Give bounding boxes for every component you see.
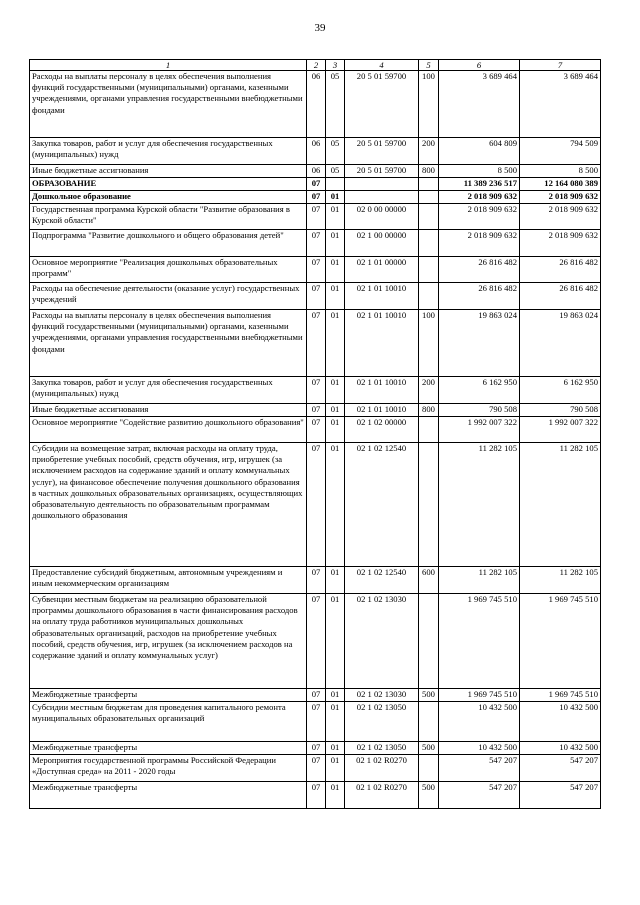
amount-year1-cell: 2 018 909 632 [439,230,520,257]
amount-year2-cell: 547 207 [520,782,601,809]
expense-type-cell [419,417,439,443]
subsection-code-cell: 01 [326,230,345,257]
section-code-cell: 07 [307,742,326,755]
table-row [30,404,601,417]
amount-year2-cell: 6 162 950 [520,377,601,404]
amount-year1-cell: 11 282 105 [439,443,520,567]
row-name-cell: Межбюджетные трансферты [30,742,307,755]
target-article-cell [345,178,419,191]
row-name-cell: Предоставление субсидий бюджетным, автономным учреждениям и иным некоммерческим организациям [30,567,307,594]
section-code-cell: 06 [307,138,326,165]
target-article-cell: 02 1 02 12540 [345,443,419,567]
subsection-code-cell: 01 [326,443,345,567]
expense-type-cell [419,257,439,283]
column-header: 5 [419,60,439,71]
row-name-cell: Закупка товаров, работ и услуг для обеспечения государственных (муниципальных) нужд [30,138,307,165]
section-code-cell: 07 [307,191,326,204]
page-number: 39 [314,22,326,34]
amount-year1-cell: 26 816 482 [439,283,520,310]
expense-type-cell [419,755,439,782]
row-name-cell: Основное мероприятие "Реализация дошкольных образовательных программ" [30,257,307,283]
subsection-code-cell [326,178,345,191]
section-code-cell: 07 [307,178,326,191]
amount-year2-cell: 10 432 500 [520,702,601,742]
target-article-cell [345,191,419,204]
column-header-row [30,60,601,71]
amount-year1-cell: 11 389 236 517 [439,178,520,191]
expense-type-cell [419,443,439,567]
column-header: 2 [307,60,326,71]
row-name-cell: Иные бюджетные ассигнования [30,404,307,417]
section-code-cell: 07 [307,377,326,404]
amount-year2-cell: 2 018 909 632 [520,204,601,230]
subsection-code-cell: 01 [326,257,345,283]
expense-type-cell [419,702,439,742]
section-code-cell: 07 [307,689,326,702]
amount-year2-cell: 12 164 080 389 [520,178,601,191]
target-article-cell: 02 1 01 10010 [345,404,419,417]
subsection-code-cell: 01 [326,567,345,594]
table-row [30,191,601,204]
table-row [30,310,601,377]
amount-year1-cell: 2 018 909 632 [439,204,520,230]
table-row [30,71,601,138]
target-article-cell: 20 5 01 59700 [345,165,419,178]
expense-type-cell: 200 [419,138,439,165]
table-row [30,165,601,178]
row-name-cell: Расходы на выплаты персоналу в целях обеспечения выполнения функций государственными (муниципальными) органами, казенными учреждениями, органами управления государственными внебюджетными фондами [30,310,307,377]
expense-type-cell: 800 [419,404,439,417]
target-article-cell: 02 1 01 10010 [345,377,419,404]
subsection-code-cell: 01 [326,594,345,689]
subsection-code-cell: 01 [326,702,345,742]
budget-table [29,59,601,809]
section-code-cell: 07 [307,404,326,417]
row-name-cell: Подпрограмма "Развитие дошкольного и общего образования детей" [30,230,307,257]
row-name-cell: Мероприятия государственной программы Российской Федерации «Доступная среда» на 2011 - 2020 годы [30,755,307,782]
column-header: 6 [439,60,520,71]
table-row [30,283,601,310]
subsection-code-cell: 01 [326,191,345,204]
subsection-code-cell: 01 [326,404,345,417]
amount-year1-cell: 547 207 [439,755,520,782]
section-code-cell: 07 [307,204,326,230]
expense-type-cell: 800 [419,165,439,178]
amount-year1-cell: 10 432 500 [439,702,520,742]
row-name-cell: Расходы на обеспечение деятельности (оказание услуг) государственных учреждений [30,283,307,310]
row-name-cell: Межбюджетные трансферты [30,689,307,702]
amount-year1-cell: 3 689 464 [439,71,520,138]
amount-year2-cell: 1 992 007 322 [520,417,601,443]
subsection-code-cell: 01 [326,689,345,702]
target-article-cell: 02 1 01 00000 [345,257,419,283]
column-header: 7 [520,60,601,71]
section-code-cell: 07 [307,702,326,742]
row-name-cell: ОБРАЗОВАНИЕ [30,178,307,191]
amount-year1-cell: 10 432 500 [439,742,520,755]
table-row [30,702,601,742]
table-row [30,417,601,443]
target-article-cell: 02 1 02 12540 [345,567,419,594]
amount-year2-cell: 1 969 745 510 [520,594,601,689]
target-article-cell: 02 1 02 13050 [345,702,419,742]
section-code-cell: 07 [307,283,326,310]
amount-year1-cell: 8 500 [439,165,520,178]
expense-type-cell [419,204,439,230]
subsection-code-cell: 01 [326,377,345,404]
subsection-code-cell: 01 [326,742,345,755]
row-name-cell: Межбюджетные трансферты [30,782,307,809]
subsection-code-cell: 01 [326,283,345,310]
section-code-cell: 07 [307,443,326,567]
target-article-cell: 02 1 00 00000 [345,230,419,257]
section-code-cell: 07 [307,417,326,443]
amount-year2-cell: 8 500 [520,165,601,178]
amount-year2-cell: 3 689 464 [520,71,601,138]
amount-year2-cell: 790 508 [520,404,601,417]
amount-year1-cell: 604 809 [439,138,520,165]
expense-type-cell: 100 [419,71,439,138]
column-header: 3 [326,60,345,71]
table-row [30,689,601,702]
amount-year1-cell: 19 863 024 [439,310,520,377]
target-article-cell: 02 1 02 13030 [345,594,419,689]
section-code-cell: 07 [307,594,326,689]
target-article-cell: 02 0 00 00000 [345,204,419,230]
row-name-cell: Дошкольное образование [30,191,307,204]
section-code-cell: 07 [307,230,326,257]
table-row [30,138,601,165]
target-article-cell: 02 1 01 10010 [345,310,419,377]
amount-year2-cell: 794 509 [520,138,601,165]
subsection-code-cell: 05 [326,138,345,165]
expense-type-cell [419,594,439,689]
amount-year2-cell: 2 018 909 632 [520,191,601,204]
expense-type-cell [419,191,439,204]
table-row [30,755,601,782]
amount-year1-cell: 11 282 105 [439,567,520,594]
amount-year1-cell: 26 816 482 [439,257,520,283]
subsection-code-cell: 05 [326,71,345,138]
section-code-cell: 07 [307,755,326,782]
amount-year1-cell: 790 508 [439,404,520,417]
subsection-code-cell: 05 [326,165,345,178]
expense-type-cell: 500 [419,782,439,809]
table-row [30,742,601,755]
target-article-cell: 02 1 02 13030 [345,689,419,702]
amount-year2-cell: 11 282 105 [520,443,601,567]
row-name-cell: Иные бюджетные ассигнования [30,165,307,178]
amount-year2-cell: 547 207 [520,755,601,782]
expense-type-cell: 200 [419,377,439,404]
amount-year2-cell: 19 863 024 [520,310,601,377]
table-row [30,178,601,191]
table-row [30,594,601,689]
table-row [30,377,601,404]
amount-year1-cell: 547 207 [439,782,520,809]
row-name-cell: Закупка товаров, работ и услуг для обеспечения государственных (муниципальных) нужд [30,377,307,404]
target-article-cell: 02 1 02 13050 [345,742,419,755]
target-article-cell: 02 1 02 R0270 [345,782,419,809]
amount-year1-cell: 1 969 745 510 [439,594,520,689]
target-article-cell: 20 5 01 59700 [345,138,419,165]
subsection-code-cell: 01 [326,755,345,782]
section-code-cell: 07 [307,257,326,283]
section-code-cell: 06 [307,71,326,138]
amount-year2-cell: 1 969 745 510 [520,689,601,702]
amount-year2-cell: 26 816 482 [520,283,601,310]
target-article-cell: 02 1 02 R0270 [345,755,419,782]
row-name-cell: Субсидии на возмещение затрат, включая расходы на оплату труда, приобретение учебных пособий, средств обучения, игр, игрушек (за исключением расходов на содержание зданий и оплату коммунальных услуг), на финансовое обеспечение получения дошкольного образования в частных дошкольных образовательных организациях, осуществляющих образовательную деятельность по образовательным программам дошкольного образования [30,443,307,567]
row-name-cell: Субвенции местным бюджетам на реализацию образовательной программы дошкольного образования в части финансирования расходов на оплату труда работников муниципальных дошкольных образовательных организаций, расходов на приобретение учебных пособий, средств обучения, игр, игрушек (за исключением расходов на содержание зданий и оплату коммунальных услуг) [30,594,307,689]
section-code-cell: 07 [307,782,326,809]
target-article-cell: 02 1 02 00000 [345,417,419,443]
expense-type-cell: 600 [419,567,439,594]
amount-year2-cell: 2 018 909 632 [520,230,601,257]
section-code-cell: 06 [307,165,326,178]
amount-year1-cell: 1 969 745 510 [439,689,520,702]
table-row [30,230,601,257]
subsection-code-cell: 01 [326,782,345,809]
section-code-cell: 07 [307,567,326,594]
amount-year1-cell: 6 162 950 [439,377,520,404]
amount-year2-cell: 10 432 500 [520,742,601,755]
amount-year2-cell: 26 816 482 [520,257,601,283]
table-row [30,567,601,594]
row-name-cell: Субсидии местным бюджетам для проведения капитального ремонта муниципальных образовательных организаций [30,702,307,742]
table-row [30,204,601,230]
expense-type-cell [419,283,439,310]
amount-year1-cell: 1 992 007 322 [439,417,520,443]
target-article-cell: 02 1 01 10010 [345,283,419,310]
expense-type-cell: 100 [419,310,439,377]
table-row [30,257,601,283]
amount-year1-cell: 2 018 909 632 [439,191,520,204]
expense-type-cell [419,178,439,191]
amount-year2-cell: 11 282 105 [520,567,601,594]
subsection-code-cell: 01 [326,204,345,230]
expense-type-cell: 500 [419,742,439,755]
target-article-cell: 20 5 01 59700 [345,71,419,138]
expense-type-cell: 500 [419,689,439,702]
row-name-cell: Расходы на выплаты персоналу в целях обеспечения выполнения функций государственными (муниципальными) органами, казенными учреждениями, органами управления государственными внебюджетными фондами [30,71,307,138]
row-name-cell: Основное мероприятие "Содействие развитию дошкольного образования" [30,417,307,443]
table-row [30,782,601,809]
subsection-code-cell: 01 [326,310,345,377]
column-header: 1 [30,60,307,71]
table-row [30,443,601,567]
row-name-cell: Государственная программа Курской области "Развитие образования в Курской области" [30,204,307,230]
subsection-code-cell: 01 [326,417,345,443]
section-code-cell: 07 [307,310,326,377]
expense-type-cell [419,230,439,257]
column-header: 4 [345,60,419,71]
